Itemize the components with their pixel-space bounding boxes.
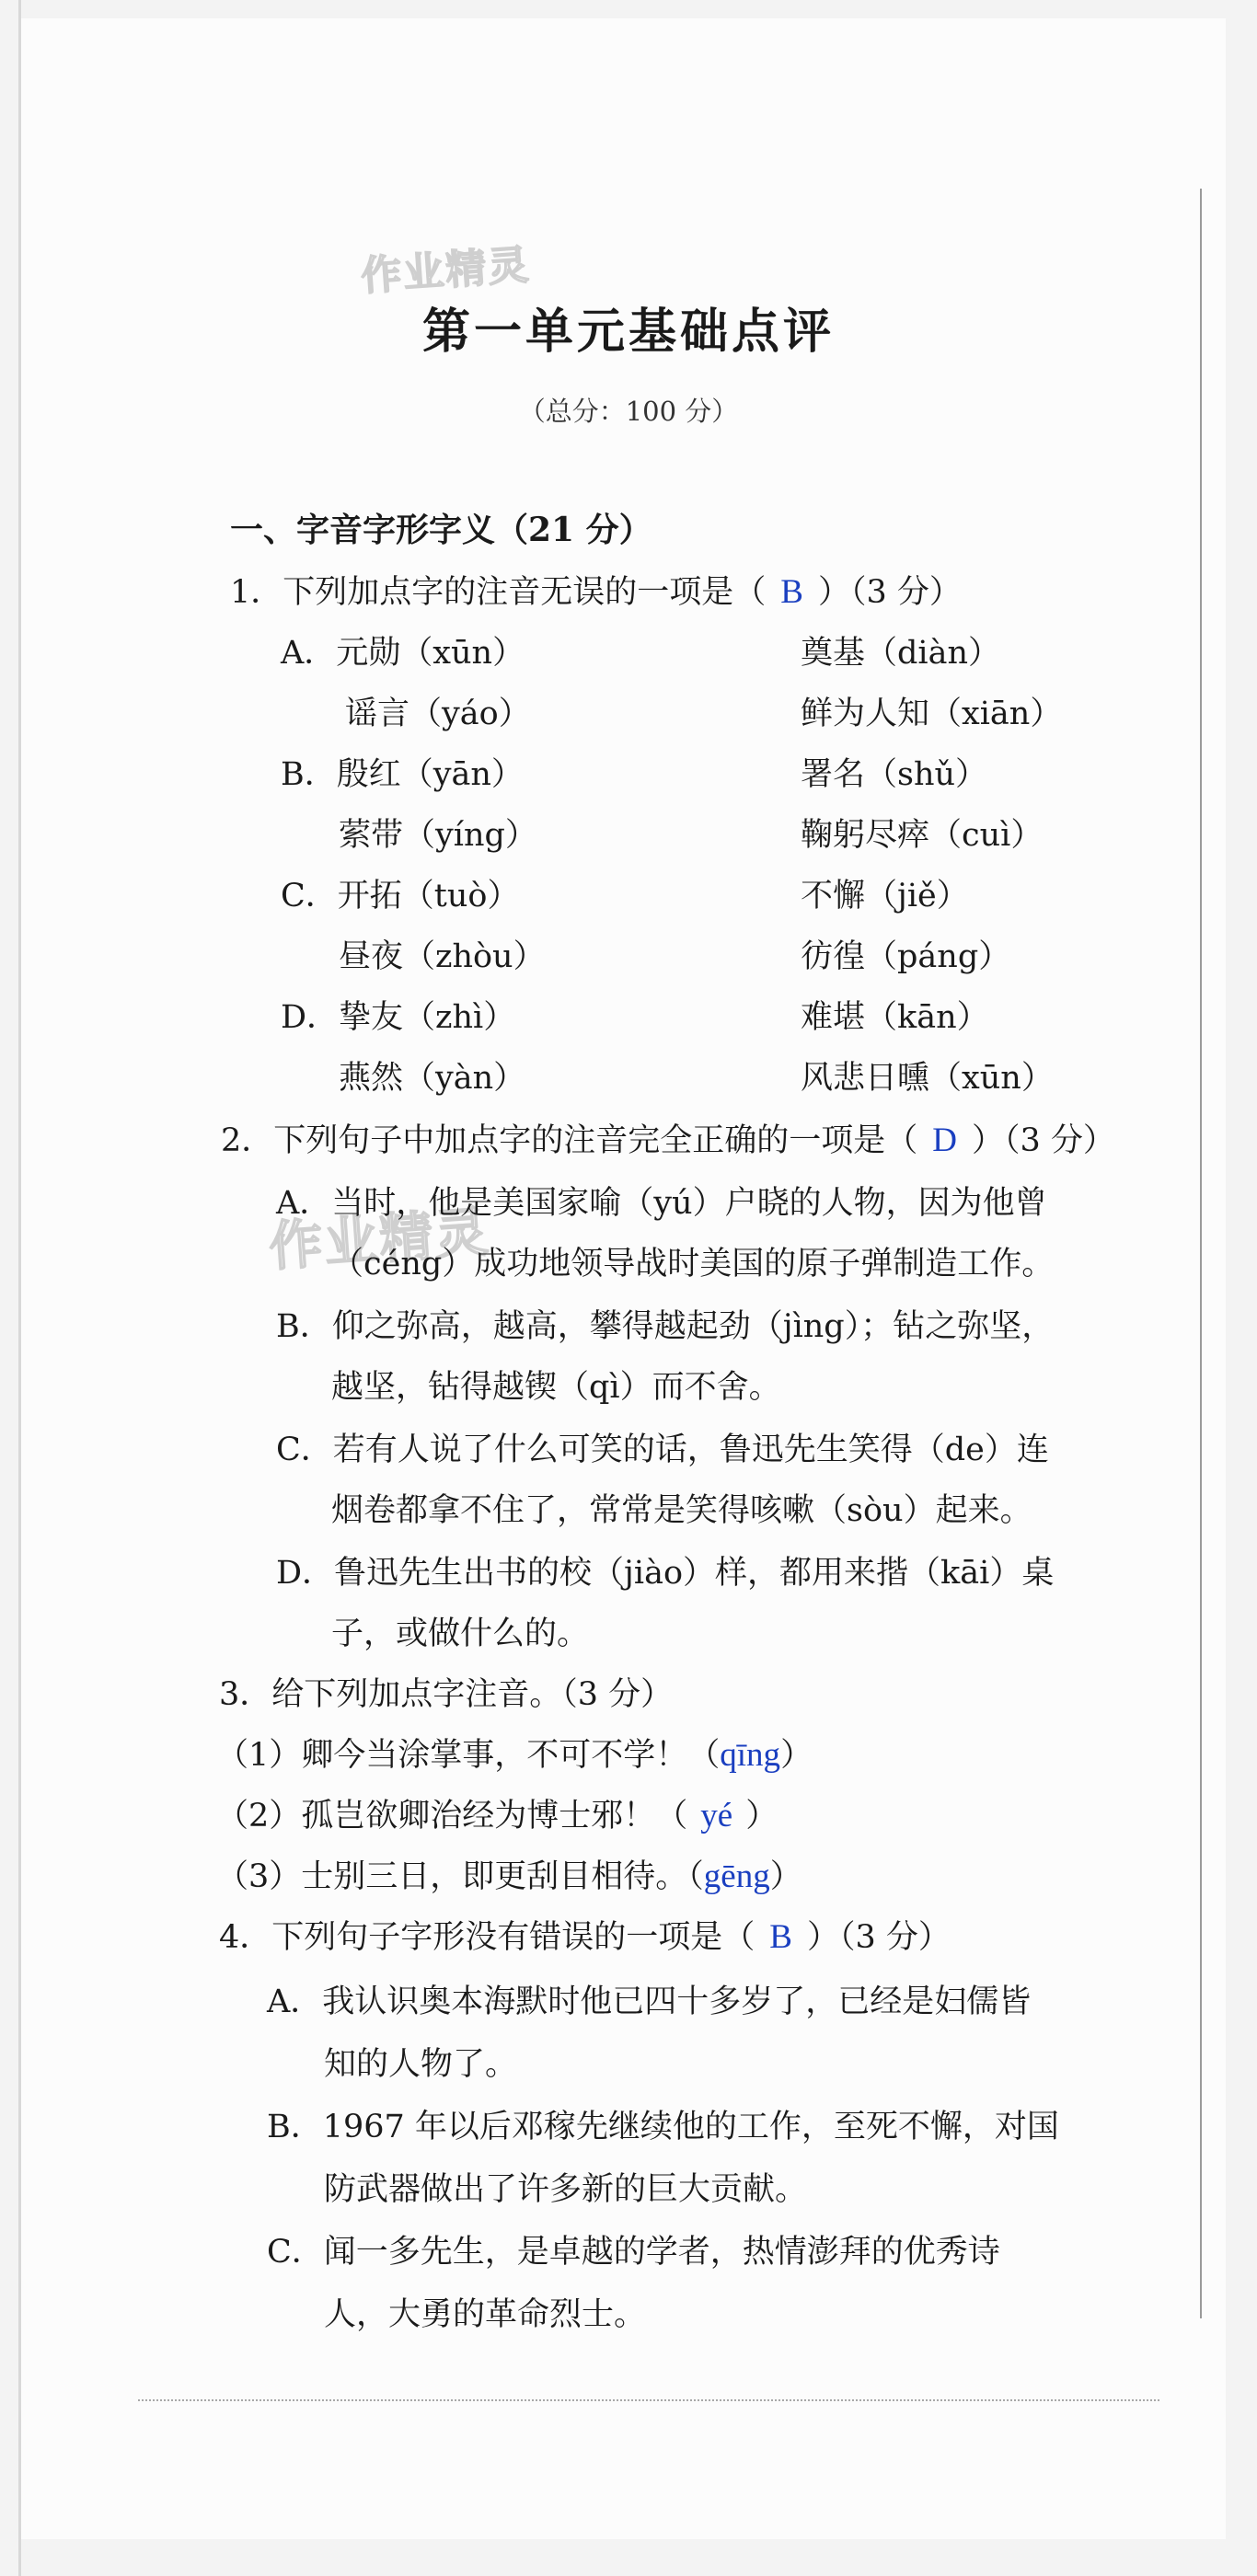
q1-option-a-left-2: 谣言（yáo） <box>345 696 531 732</box>
q1-option-b-left-2: 萦带（yíng） <box>339 817 537 854</box>
q4-option-b-cont: 防武器做出了许多新的巨大贡献。 <box>324 2171 808 2208</box>
q1-answer: B <box>780 573 803 611</box>
q1-option-c-left-2: 昼夜（zhòu） <box>339 938 546 975</box>
q1-option-d-right-2: 风悲日曛（xūn） <box>801 1060 1054 1097</box>
page-subtitle: （总分：100 分） <box>518 396 739 427</box>
q2-option-a: A．当时，他是美国家喻（yú）户晓的人物，因为他曾 <box>276 1185 1047 1222</box>
q2-answer: D <box>932 1121 958 1159</box>
q2-option-a-cont: （céng）成功地领导战时美国的原子弹制造工作。 <box>331 1246 1055 1282</box>
q1-option-a-right: 奠基（diàn） <box>801 635 1001 672</box>
q2-option-b-cont: 越坚，钻得越锲（qì）而不舍。 <box>331 1369 781 1406</box>
q2-option-d-cont: 子，或做什么的。 <box>331 1616 590 1652</box>
q1-option-b-right: 署名（shǔ） <box>801 756 988 793</box>
q4-option-c: C．闻一多先生，是卓越的学者，热情澎拜的优秀诗 <box>267 2234 1000 2271</box>
q4-tail: ）（3 分） <box>806 1919 951 1956</box>
q1-option-d-left-2: 燕然（yàn） <box>339 1060 526 1097</box>
q2-option-d: D．鲁迅先生出书的校（jiào）样，都用来揩（kāi）桌 <box>276 1555 1055 1592</box>
q3-item-3 <box>216 1855 802 1899</box>
watermark-top: 作业精灵 <box>359 241 532 301</box>
q3-item-2-close: ） <box>745 1798 778 1834</box>
q1-option-c-right: 不懈（jiě） <box>801 878 969 914</box>
page-divider <box>138 2399 1159 2401</box>
q3-item-1 <box>216 1733 813 1777</box>
q2-option-c-cont: 烟卷都拿不住了，常常是笑得咳嗽（sòu）起来。 <box>331 1492 1032 1529</box>
q1-option-a-right-2: 鲜为人知（xiān） <box>801 696 1063 732</box>
q3-item-3-text: （3）士别三日，即更刮目相待。（ <box>216 1858 704 1895</box>
q2-option-b: B．仰之弥高，越高，攀得越起劲（jìng）；钻之弥坚， <box>276 1308 1055 1345</box>
page-edge <box>18 0 21 2576</box>
q3-item-2 <box>216 1794 778 1838</box>
q4-stem <box>219 1915 951 1960</box>
q4-answer: B <box>769 1918 792 1956</box>
q3-item-1-text: （1）卿今当涂掌事，不可不学！（ <box>216 1737 721 1774</box>
q3-item-1-close: ） <box>780 1737 813 1774</box>
q1-option-b-left: B．殷红（yān） <box>281 756 524 793</box>
q4-option-b: B．1967 年以后邓稼先继续他的工作，至死不懈，对国 <box>267 2109 1059 2145</box>
q3-item-2-answer: yé <box>700 1797 733 1834</box>
q1-option-a-left: A．元勋（xūn） <box>281 635 525 672</box>
q1-stem <box>230 570 962 615</box>
q4-option-a: A．我认识奥本海默时他已四十多岁了，已经是妇儒皆 <box>267 1984 1032 2020</box>
q2-option-c: C．若有人说了什么可笑的话，鲁迅先生笑得（de）连 <box>276 1432 1049 1468</box>
watermark-mid: 作业精灵 <box>267 1200 492 1279</box>
section-heading: 一、字音字形字义（21 分） <box>230 511 652 549</box>
q1-option-d-left: D．挚友（zhì） <box>281 999 516 1036</box>
q3-item-2-text: （2）孤岂欲卿治经为博士邪！（ <box>216 1798 688 1834</box>
q1-option-d-right: 难堪（kān） <box>801 999 989 1036</box>
page-title: 第一单元基础点评 <box>421 304 835 360</box>
q3-item-3-close: ） <box>769 1858 802 1895</box>
q1-option-c-right-2: 彷徨（páng） <box>801 938 1011 975</box>
q1-tail: ）（3 分） <box>817 574 962 611</box>
q2-tail: ）（3 分） <box>972 1122 1115 1159</box>
q2-stem-text: 2．下列句子中加点字的注音完全正确的一项是（ <box>221 1122 918 1159</box>
margin-rule <box>1200 189 1202 2318</box>
q4-option-c-cont: 人，大勇的革命烈士。 <box>324 2296 647 2333</box>
q3-item-3-answer: gēng <box>703 1857 770 1895</box>
q2-stem <box>221 1119 1115 1163</box>
q1-stem-text: 1．下列加点字的注音无误的一项是（ <box>230 574 767 611</box>
q3-item-1-answer: qīng <box>720 1736 781 1774</box>
q4-option-a-cont: 知的人物了。 <box>324 2046 518 2083</box>
q3-stem: 3．给下列加点字注音。（3 分） <box>219 1676 674 1713</box>
q4-stem-text: 4．下列句子字形没有错误的一项是（ <box>219 1919 755 1956</box>
q1-option-c-left: C．开拓（tuò） <box>281 878 520 914</box>
q1-option-b-right-2: 鞠躬尽瘁（cuì） <box>801 817 1044 854</box>
